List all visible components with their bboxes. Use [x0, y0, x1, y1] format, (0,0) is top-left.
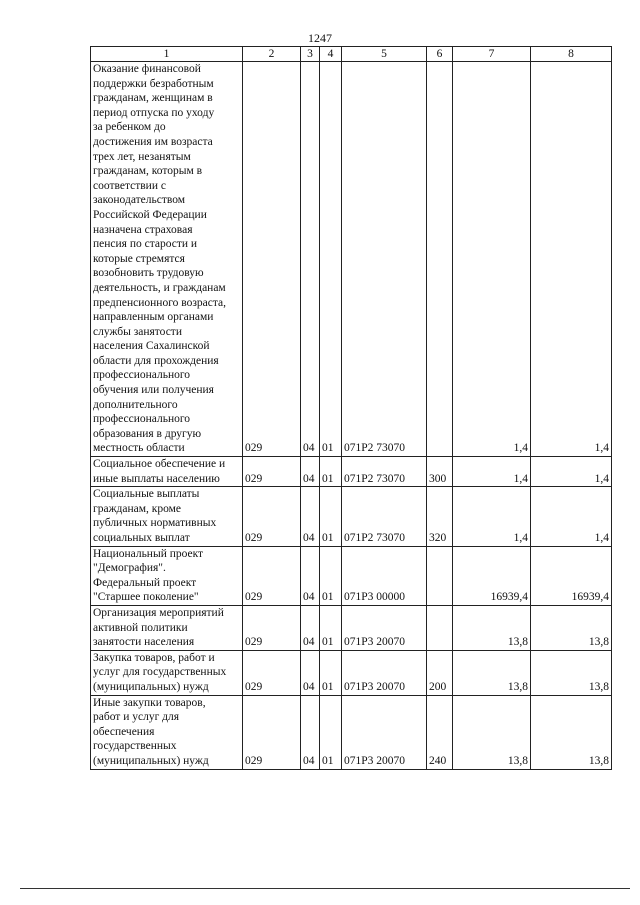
column-header-2: 2 [243, 47, 301, 62]
cell-target-article: 071P2 73070 [342, 457, 427, 487]
cell-amount-7: 16939,4 [453, 546, 531, 605]
cell-section: 04 [301, 487, 320, 546]
row-name: Организация мероприятий активной политики занятости населения [91, 605, 243, 650]
cell-amount-8: 1,4 [531, 62, 612, 457]
cell-amount-7: 13,8 [453, 650, 531, 695]
row-name: Иные закупки товаров, работ и услуг для обеспечения государственных (муниципальных) нужд [91, 695, 243, 769]
cell-expense-type: 200 [427, 650, 453, 695]
cell-target-article: 071P3 00000 [342, 546, 427, 605]
table-row [91, 546, 612, 605]
cell-amount-7: 13,8 [453, 695, 531, 769]
cell-expense-type: 240 [427, 695, 453, 769]
cell-ministry-code: 029 [243, 605, 301, 650]
page-number: 1247 [308, 31, 332, 45]
row-name: Закупка товаров, работ и услуг для государственных (муниципальных) нужд [91, 650, 243, 695]
cell-section: 04 [301, 457, 320, 487]
cell-expense-type: 320 [427, 487, 453, 546]
column-header-5: 5 [342, 47, 427, 62]
column-header-7: 7 [453, 47, 531, 62]
cell-ministry-code: 029 [243, 62, 301, 457]
cell-amount-8: 13,8 [531, 605, 612, 650]
column-header-8: 8 [531, 47, 612, 62]
cell-amount-7: 1,4 [453, 62, 531, 457]
cell-target-article: 071P3 20070 [342, 650, 427, 695]
cell-section: 04 [301, 62, 320, 457]
cell-ministry-code: 029 [243, 695, 301, 769]
cell-subsection: 01 [320, 650, 342, 695]
row-name: Оказание финансовой поддержки безработным гражданам, женщинам в период отпуска по уходу за ребенком до достижения им возраста трех лет, незанятым гражданам, которым в соответствии с законодательством Российской Федерации назначена страховая пенсия по старости и которые стремятся возобновить трудовую деятельность, и гражданам предпенсионного возраста, направленным органами службы занятости населения Сахалинской области для прохождения профессионального обучения или получения дополнительного профессионального образования в другую местность области [91, 62, 243, 457]
cell-section: 04 [301, 695, 320, 769]
cell-amount-8: 1,4 [531, 457, 612, 487]
budget-table [90, 46, 612, 770]
table-row [91, 457, 612, 487]
cell-expense-type: 300 [427, 457, 453, 487]
column-header-6: 6 [427, 47, 453, 62]
cell-section: 04 [301, 546, 320, 605]
cell-ministry-code: 029 [243, 457, 301, 487]
cell-section: 04 [301, 605, 320, 650]
table-row [91, 695, 612, 769]
cell-amount-8: 16939,4 [531, 546, 612, 605]
cell-expense-type [427, 546, 453, 605]
cell-amount-7: 1,4 [453, 457, 531, 487]
cell-amount-8: 13,8 [531, 695, 612, 769]
cell-subsection: 01 [320, 695, 342, 769]
cell-amount-8: 13,8 [531, 650, 612, 695]
cell-subsection: 01 [320, 605, 342, 650]
table-row [91, 62, 612, 457]
row-name: Национальный проект "Демография". Федеральный проект "Старшее поколение" [91, 546, 243, 605]
row-name: Социальное обеспечение и иные выплаты населению [91, 457, 243, 487]
cell-section: 04 [301, 650, 320, 695]
cell-expense-type [427, 62, 453, 457]
cell-ministry-code: 029 [243, 546, 301, 605]
column-header-3: 3 [301, 47, 320, 62]
cell-target-article: 071P2 73070 [342, 487, 427, 546]
column-header-1: 1 [91, 47, 243, 62]
table-row [91, 650, 612, 695]
cell-amount-7: 1,4 [453, 487, 531, 546]
page-bottom-rule [20, 888, 630, 889]
column-header-4: 4 [320, 47, 342, 62]
cell-amount-7: 13,8 [453, 605, 531, 650]
row-name: Социальные выплаты гражданам, кроме публичных нормативных социальных выплат [91, 487, 243, 546]
cell-ministry-code: 029 [243, 650, 301, 695]
cell-amount-8: 1,4 [531, 487, 612, 546]
cell-target-article: 071P3 20070 [342, 605, 427, 650]
cell-subsection: 01 [320, 457, 342, 487]
header-row [91, 47, 612, 62]
cell-subsection: 01 [320, 62, 342, 457]
cell-target-article: 071P3 20070 [342, 695, 427, 769]
cell-target-article: 071P2 73070 [342, 62, 427, 457]
cell-subsection: 01 [320, 546, 342, 605]
cell-expense-type [427, 605, 453, 650]
cell-ministry-code: 029 [243, 487, 301, 546]
table-row [91, 605, 612, 650]
table-row [91, 487, 612, 546]
cell-subsection: 01 [320, 487, 342, 546]
